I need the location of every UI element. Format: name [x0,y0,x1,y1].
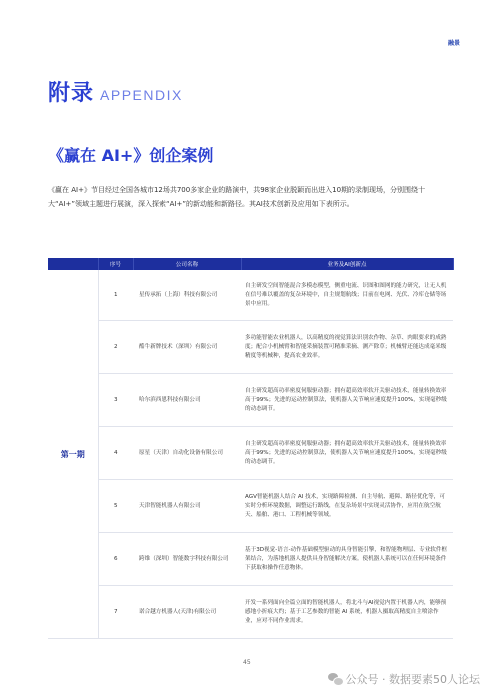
table-row [48,480,453,533]
row-number: 2 [98,321,133,374]
header-phase [48,258,98,270]
company-name: 跨维（深圳）智能数字科技有限公司 [133,533,241,586]
phase-cell: 第一期 [48,270,98,639]
table-row [48,270,453,321]
row-number: 4 [98,427,133,480]
table-row [48,427,453,480]
corner-tag: 融景 [447,40,460,47]
row-number: 7 [98,586,133,639]
business-desc: 自主研发空间智能混合多模态模型，侧重电流、识图和图网的能力研究，让无人机在信号难以覆盖的复杂环境中，自主规划航线；目前在电网、光伏、冷库仓储等场景中应用。 [241,270,453,321]
header-number: 序号 [98,258,133,270]
watermark [328,671,481,687]
header-business: 业务及AI创新点 [241,258,453,270]
case-table [48,258,454,639]
wechat-icon [328,673,342,685]
watermark-text: 公众号 · 数据要素50人论坛 [345,673,480,686]
table-header-row [48,258,453,270]
business-desc: 基于3D视觉-语言-动作基础模型驱动的具身智能引擎，和智能物理层、专业软件框架结合，为落地机器人提供具身智能解决方案。使机器人系统可以在任何环境条件下获取和操作任意物体。 [241,533,453,586]
page-number: 45 [243,659,251,666]
company-name: 哈尔滨西恩科技有限公司 [133,374,241,427]
company-name: 原星（天津）自动化设备有限公司 [133,427,241,480]
business-desc: 开发一系列面向全篇立面的智能机器人，将北斗与AI视觉内置于机器人内，能够预感地小折痕大约；基于工艺参数的智能 AI 系统，机器人摄取高精度自主喷涂作业，应对不同作业需求。 [241,586,453,639]
table-row [48,533,453,586]
row-number: 3 [98,374,133,427]
business-desc: AGV智能机器人结合 AI 技术，实现路障检测、自主导航、避障、路径优化等，可实时分析环境数据，调整运行路线，在复杂场景中实现灵活协作，应用在航空航天、船舶、港口、工程机械等领域。 [241,480,453,533]
table-row [48,586,453,639]
business-desc: 自主研发超高功率密度伺服驱动器；拥有超高效率软开关驱动技术，能量转换效率高于99%；先进的运动控制算法，使机器人关节响应速度提升100%，实现毫秒级的动态调节。 [241,427,453,480]
appendix-title-cn: 附录 [48,81,95,106]
appendix-heading [48,76,183,107]
row-number: 6 [98,533,133,586]
business-desc: 多功能智能农业机器人，以高精度的视觉算法识别农作物、杂草、肉眼要求的成熟度；配合小机械臂和智能采摘装置可精准采摘、测产除草；机械臂还能达成毫米级精度等机械种，提高农业效率。 [241,321,453,374]
intro-text: 《赢在 AI+》节目经过全国各城市12场共700多家企业的路演中，共98家企业脱颖而出进入10期的录制现场，分别围绕十大“AI+”领域主题进行展演，深入探索“AI+”的新动能和新路径。其AI技术创新及应用如下表所示。 [48,186,426,208]
company-name: 星传承拓（上海）科技有限公司 [133,270,241,321]
table-row [48,374,453,427]
table-row [48,321,453,374]
business-desc: 自主研发超高功率密度伺服驱动器；拥有超高效率软开关驱动技术，能量转换效率高于99%；先进的运动控制算法，使机器人关节响应速度提升100%，实现毫秒级的动态调节。 [241,374,453,427]
row-number: 5 [98,480,133,533]
section-title: 《赢在 AI+》创企案例 [48,146,214,165]
company-name: 天津智能机器人有限公司 [133,480,241,533]
intro-paragraph [48,183,458,211]
row-number: 1 [98,270,133,321]
header-company: 公司名称 [133,258,241,270]
appendix-title-en: APPENDIX [100,87,183,103]
company-name: 诺合越方机器人(天津)有限公司 [133,586,241,639]
company-name: 酷牛新牌技术（深圳）有限公司 [133,321,241,374]
